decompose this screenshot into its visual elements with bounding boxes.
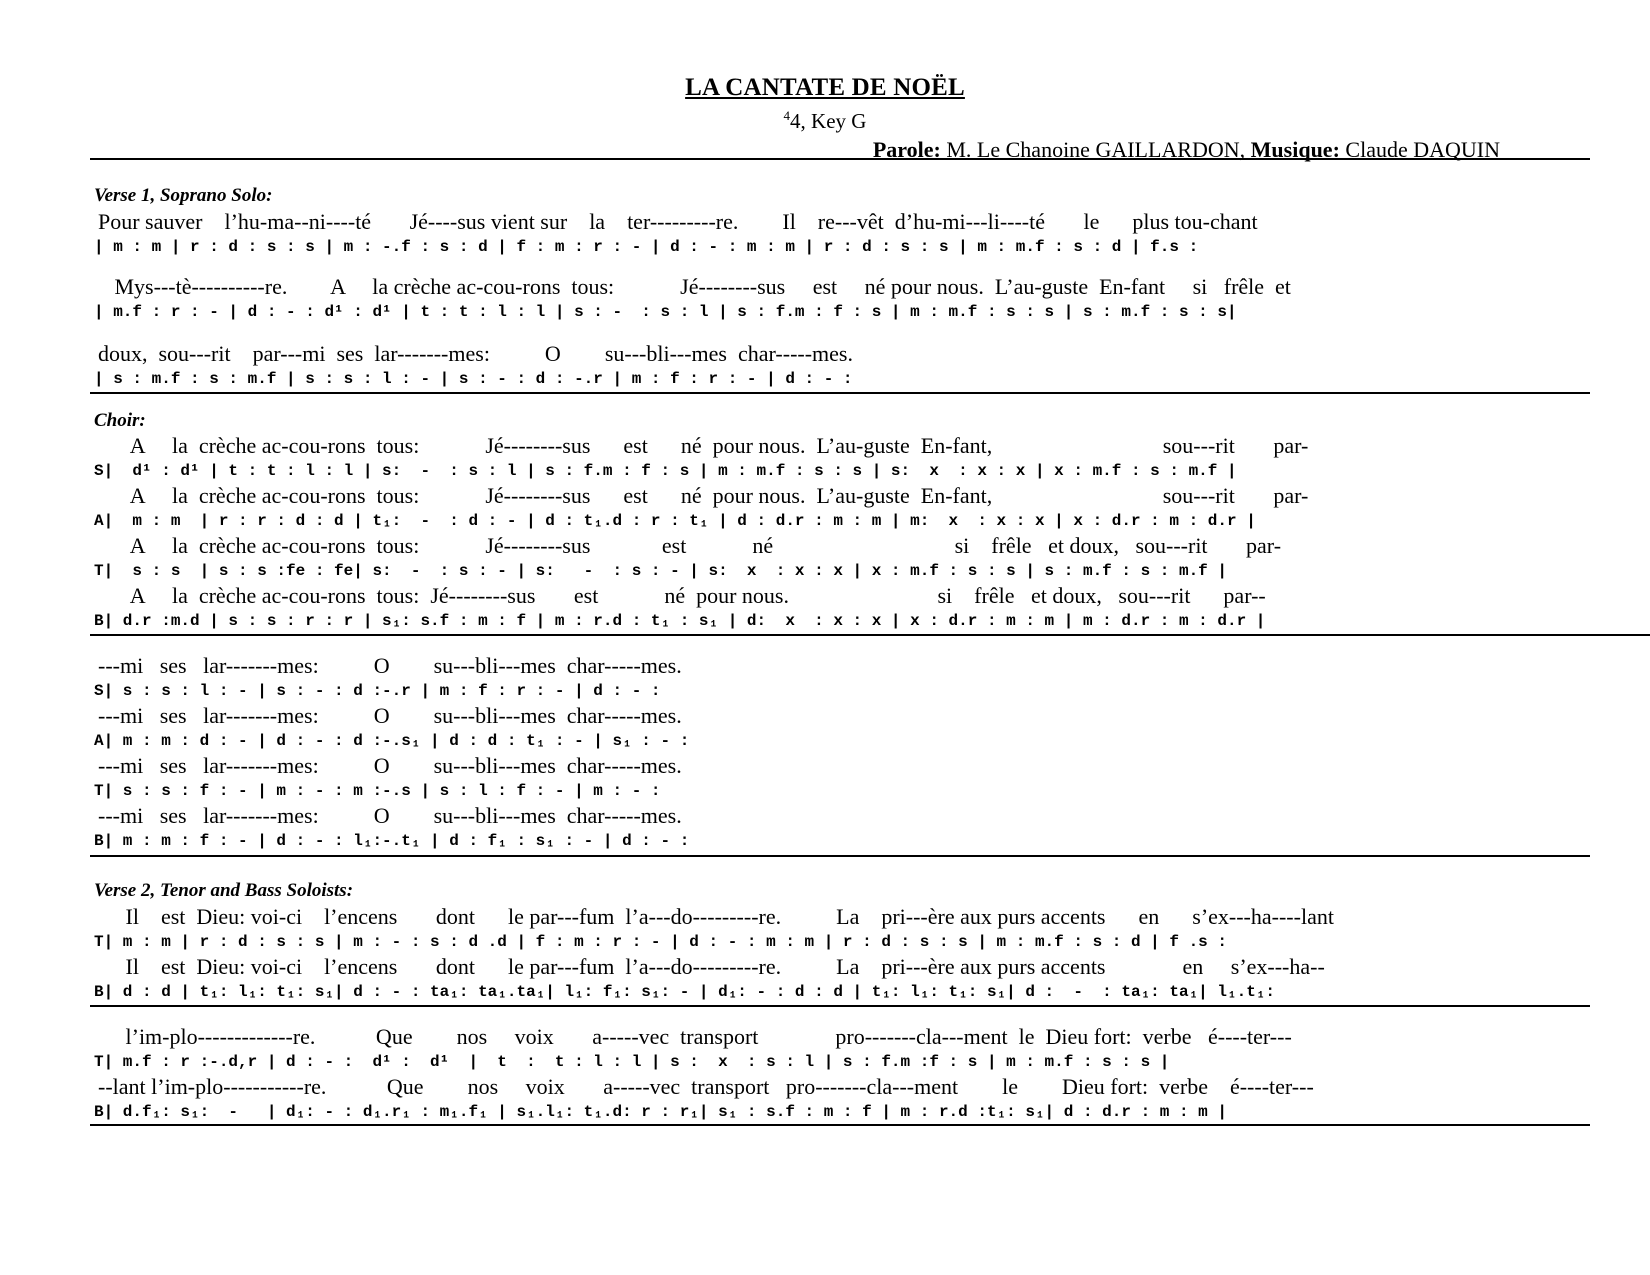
verse2-divider [90,1005,1590,1007]
music-author: Claude DAQUIN [1339,137,1500,162]
verse2-tenor-notes-2: T| m.f : r :-.d,r | d : - : d¹ : d¹ | t : t : l : l | s : x : s : l | s : f.m :f : s | m : m.f : s : s | [94,1053,1170,1071]
verse1-divider [90,392,1590,394]
verse2-tenor-lyric-2: l’im-plo-------------re. Que nos voix a-----vec transport pro-------cla---ment le Dieu fort: verbe é----ter--- [98,1024,1292,1049]
verse2-bass-notes-2: B| d.f₁: s₁: - | d₁: - : d₁.r₁ : m₁.f₁ | s₁.l₁: t₁.d: r : r₁| s₁ : s.f : m : f | m : r.d :t₁: s₁| d : d.r : m : m | [94,1103,1227,1121]
choir-alto-notes: A| m : m | r : r : d : d | t₁: - : d : - | d : t₁.d : r : t₁ | d : d.r : m : m | m: x : x : x | x : d.r : m : d.r | [94,512,1256,530]
verse2-tenor-notes-1: T| m : m | r : d : s : s | m : - : s : d .d | f : m : r : - | d : - : m : m | r : d : s : s | m : m.f : s : d | f .s : [94,933,1227,951]
verse2-tenor-lyric-1: Il est Dieu: voi-ci l’encens dont le par---fum l’a---do---------re. La pri---ère aux purs accents en s’ex---ha----lant [98,904,1334,929]
meter-and-key: 4, Key G [790,109,867,133]
choir-tenor-ending-lyric: ---mi ses lar-------mes: O su---bli---mes char-----mes. [98,753,682,778]
verse2-bass-lyric-1: Il est Dieu: voi-ci l’encens dont le par---fum l’a---do---------re. La pri---ère aux purs accents en s’ex---ha-- [98,954,1325,979]
verse2-bass-notes-1: B| d : d | t₁: l₁: t₁: s₁| d : - : ta₁: ta₁.ta₁| l₁: f₁: s₁: - | d₁: - : d : d | t₁: l₁: t₁: s₁| d : - : ta₁: ta₁| l₁.t₁: [94,983,1275,1001]
choir-tenor-lyric: A la crèche ac-cou-rons tous: Jé--------sus est né si frêle et doux, sou---rit par- [98,533,1282,558]
header-divider [90,158,1590,160]
verse2-bass-lyric-2: --lant l’im-plo-----------re. Que nos voix a-----vec transport pro-------cla---ment le Dieu fort: verbe é----ter--- [98,1074,1314,1099]
page-end-divider [90,1124,1590,1126]
verse1-lyric-line-2: Mys---tè----------re. A la crèche ac-cou-rons tous: Jé--------sus est né pour nous. L’au-guste En-fant si frêle et [98,274,1291,299]
choir-alto-lyric: A la crèche ac-cou-rons tous: Jé--------sus est né pour nous. L’au-guste En-fant, sou---rit par- [98,483,1309,508]
verse1-lyric-line-1: Pour sauver l’hu-ma--ni----té Jé----sus vient sur la ter---------re. Il re---vêt d’hu-mi---li----té le plus tou-chant [98,209,1258,234]
words-label: Parole: [872,137,941,162]
choir-divider [90,634,1650,636]
verse2-label: Verse 2, Tenor and Bass Soloists: [94,880,354,901]
choir-bass-lyric: A la crèche ac-cou-rons tous: Jé--------sus est né pour nous. si frêle et doux, sou---rit par-- [98,583,1266,608]
verse1-lyric-line-3: doux, sou---rit par---mi ses lar-------mes: O su---bli---mes char-----mes. [98,341,853,366]
choir-bass-ending-lyric: ---mi ses lar-------mes: O su---bli---mes char-----mes. [98,803,682,828]
verse1-notes-line-3: | s : m.f : s : m.f | s : s : l : - | s : - : d : -.r | m : f : r : - | d : - : [94,370,853,388]
verse1-label: Verse 1, Soprano Solo: [94,185,273,206]
choir-tenor-ending-notes: T| s : s : f : - | m : - : m :-.s | s : l : f : - | m : - : [94,782,661,800]
choir-bass-notes: B| d.r :m.d | s : s : r : r | s₁: s.f : m : f | m : r.d : t₁ : s₁ | d: x : x : x | x : d.r : m : m | m : d.r : m : d.r | [94,612,1266,630]
page-title: LA CANTATE DE NOËL [685,74,965,101]
choir-soprano-ending-lyric: ---mi ses lar-------mes: O su---bli---mes char-----mes. [98,653,682,678]
words-author: M. Le Chanoine GAILLARDON, [940,137,1251,162]
verse1-notes-line-2: | m.f : r : - | d : - : d¹ : d¹ | t : t : l : l | s : - : s : l | s : f.m : f : s | m : m.f : s : s | s : m.f : s : s| [94,303,1237,321]
choir-label: Choir: [94,410,146,431]
choir-soprano-lyric: A la crèche ac-cou-rons tous: Jé--------sus est né pour nous. L’au-guste En-fant, sou---rit par- [98,433,1309,458]
verse1-notes-line-1: | m : m | r : d : s : s | m : -.f : s : d | f : m : r : - | d : - : m : m | r : d : s : s | m : m.f : s : d | f.s : [94,238,1199,256]
choir-alto-ending-notes: A| m : m : d : - | d : - : d :-.s₁ | d : d : t₁ : - | s₁ : - : [94,732,690,750]
choir-ending-divider [90,855,1590,857]
choir-alto-ending-lyric: ---mi ses lar-------mes: O su---bli---mes char-----mes. [98,703,682,728]
choir-soprano-notes: S| d¹ : d¹ | t : t : l : l | s: - : s : l | s : f.m : f : s | m : m.f : s : s | s: x : x : x | x : m.f : s : m.f | [94,462,1237,480]
choir-tenor-notes: T| s : s | s : s :fe : fe| s: - : s : - | s: - : s : - | s: x : x : x | x : m.f : s : s | s : m.f : s : m.f | [94,562,1227,580]
time-and-key-signature [0,108,1650,134]
music-label: Musique: [1250,137,1340,162]
choir-soprano-ending-notes: S| s : s : l : - | s : - : d :-.r | m : f : r : - | d : - : [94,682,661,700]
meter-numerator: 4 [783,108,791,123]
choir-bass-ending-notes: B| m : m : f : - | d : - : l₁:-.t₁ | d : f₁ : s₁ : - | d : - : [94,832,690,850]
